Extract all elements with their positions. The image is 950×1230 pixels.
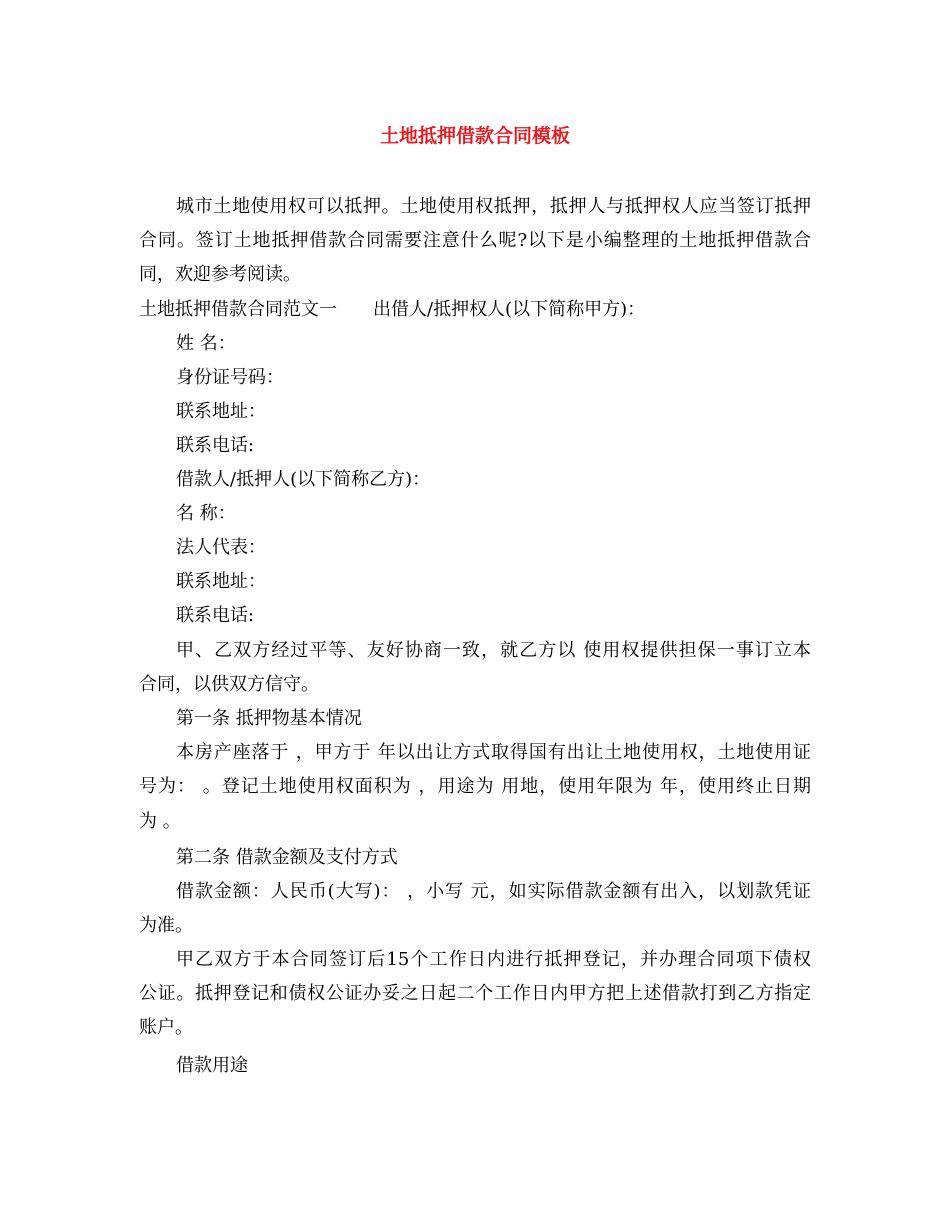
field-label-phone: 联系电话: <box>176 605 255 626</box>
paragraph-line: 本房产座落于 ，甲方于 年以出让方式取得国有出让土地使用权，土地使用证 <box>176 742 811 763</box>
field-label-company-name: 名 称： <box>176 503 236 524</box>
article-heading: 第二条 借款金额及支付方式 <box>176 847 398 868</box>
paragraph-line: 借款金额：人民币(大写)： ，小写 元，如实际借款金额有出入，以划款凭证 <box>176 881 811 902</box>
document-title: 土地抵押借款合同模板 <box>379 125 570 147</box>
paragraph-line: 甲、乙双方经过平等、友好协商一致，就乙方以 使用权提供担保一事订立本 <box>176 640 811 661</box>
field-label-id-number: 身份证号码： <box>176 367 284 388</box>
field-label-address: 联系地址： <box>176 401 266 422</box>
paragraph-line: 公证。抵押登记和债权公证办妥之日起二个工作日内甲方把上述借款打到乙方指定 <box>139 983 811 1004</box>
article-heading: 第一条 抵押物基本情况 <box>176 708 362 729</box>
paragraph-line: 合同，以供双方信守。 <box>139 674 319 695</box>
paragraph-line: 账户。 <box>139 1017 193 1038</box>
paragraph-line: 号为： 。登记土地使用权面积为 ，用途为 用地，使用年限为 年，使用终止日期 <box>139 776 811 797</box>
paragraph-line: 为准。 <box>139 915 193 936</box>
paragraph-line: 同，欢迎参考阅读。 <box>139 264 301 285</box>
paragraph-line: 城市土地使用权可以抵押。土地使用权抵押，抵押人与抵押权人应当签订抵押 <box>176 196 811 217</box>
paragraph-line: 甲乙双方于本合同签订后15个工作日内进行抵押登记，并办理合同项下债权 <box>176 949 811 970</box>
field-label-address: 联系地址： <box>176 571 266 592</box>
paragraph-line: 为 。 <box>139 811 181 832</box>
section-heading: 借款用途 <box>176 1055 248 1076</box>
field-label-phone: 联系电话: <box>176 435 255 456</box>
party-b-heading: 借款人/抵押人(以下简称乙方)： <box>176 469 431 490</box>
field-label-name: 姓 名： <box>176 333 236 354</box>
paragraph-line: 合同。签订土地抵押借款合同需要注意什么呢?以下是小编整理的土地抵押借款合 <box>139 230 811 251</box>
field-label-legal-representative: 法人代表： <box>176 537 266 558</box>
paragraph-line: 土地抵押借款合同范文一 出借人/抵押权人(以下简称甲方)： <box>139 299 646 320</box>
